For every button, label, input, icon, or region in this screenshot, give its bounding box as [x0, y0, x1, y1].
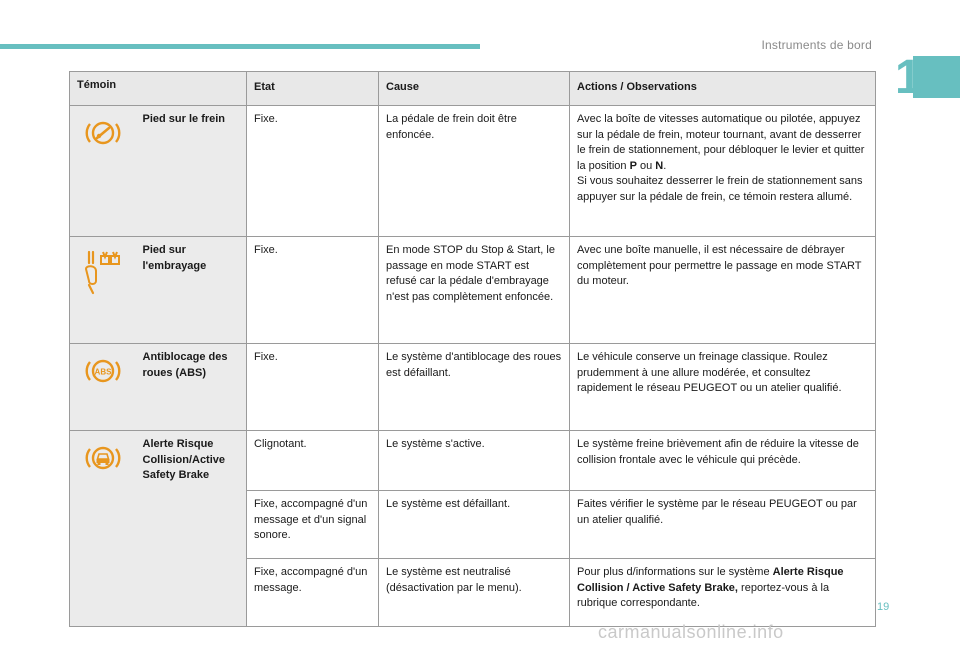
cause-cell: Le système d'antiblocage des roues est défaillant.: [379, 344, 570, 431]
cause-cell: Le système est neutralisé (désactivation par le menu).: [379, 559, 570, 627]
position-p: P: [629, 159, 637, 172]
actions-period: .: [663, 159, 667, 172]
table-row: [70, 431, 876, 491]
etat-cell: Fixe, accompagné d'un message.: [247, 559, 379, 627]
etat-cell: Fixe.: [247, 237, 379, 344]
column-header-temoin: Témoin: [70, 72, 247, 106]
actions-ou: ou: [636, 159, 656, 172]
position-n: N: [655, 159, 664, 172]
collision-alert-icon: [85, 464, 121, 476]
cause-cell: Le système est défaillant.: [379, 491, 570, 559]
warning-name: Alerte Risque Collision/Active Safety Brake: [136, 431, 247, 627]
page-number: 19: [877, 601, 890, 613]
actions-cell: Le système freine brièvement afin de réduire la vitesse de collision frontale avec le véhicule qui précède.: [570, 431, 876, 491]
actions-cell: [570, 106, 876, 237]
column-header-etat: Etat: [247, 72, 379, 106]
table-row: [70, 106, 876, 237]
watermark: carmanualsonline.info: [598, 622, 784, 642]
system-name: Alerte Risque Collision / Active Safety Brake,: [577, 566, 844, 594]
cause-cell: Le système s'active.: [379, 431, 570, 491]
icon-cell: [70, 431, 136, 627]
cause-cell: La pédale de frein doit être enfoncée.: [379, 106, 570, 237]
accent-bar: [0, 44, 480, 49]
warning-name: Pied sur l'embrayage: [136, 237, 247, 344]
warning-lights-table: [69, 71, 876, 627]
column-header-actions: Actions / Observations: [570, 72, 876, 106]
column-header-cause: Cause: [379, 72, 570, 106]
etat-cell: Fixe.: [247, 106, 379, 237]
icon-cell: [70, 237, 136, 344]
clutch-pedal-icon: [83, 286, 123, 298]
etat-cell: Fixe.: [247, 344, 379, 431]
warning-name: Antiblocage des roues (ABS): [136, 344, 247, 431]
actions-cell: [570, 559, 876, 627]
actions-cell: Avec une boîte manuelle, il est nécessaire de débrayer complètement pour permettre le passage en mode START du moteur.: [570, 237, 876, 344]
svg-text:ABS: ABS: [94, 367, 112, 377]
actions-text-2: Si vous souhaitez desserrer le frein de stationnement sans appuyer sur la pédale de frein, ce témoin restera allumé.: [577, 175, 863, 203]
actions-cell: Le véhicule conserve un freinage classique. Roulez prudemment à une allure modérée, et consultez rapidement le réseau PEUGEOT ou un atelier qualifié.: [570, 344, 876, 431]
icon-cell: [70, 106, 136, 237]
section-title: Instruments de bord: [761, 38, 872, 52]
actions-text: Avec la boîte de vitesses automatique ou pilotée, appuyez sur la pédale de frein, moteur tournant, avant de desserrer le frein de stationnement, pour débloquer le levier et quitter la position: [577, 113, 865, 172]
etat-cell: Fixe, accompagné d'un message et d'un signal sonore.: [247, 491, 379, 559]
actions-cell: Faites vérifier le système par le réseau PEUGEOT ou par un atelier qualifié.: [570, 491, 876, 559]
actions-text-end: reportez-vous à la rubrique correspondante.: [577, 581, 830, 609]
chapter-number: 1: [895, 51, 922, 104]
brake-pedal-warning-icon: [85, 139, 121, 151]
abs-warning-icon: [85, 367, 121, 389]
actions-text: Pour plus d/informations sur le système: [577, 566, 773, 578]
icon-cell: [70, 344, 136, 431]
warning-name: Pied sur le frein: [136, 106, 247, 237]
table-header-row: [70, 72, 876, 106]
chapter-number-box: [895, 51, 922, 104]
table-row: [70, 344, 876, 431]
etat-cell: Clignotant.: [247, 431, 379, 491]
table-row: [70, 237, 876, 344]
cause-cell: En mode STOP du Stop & Start, le passage en mode START est refusé car la pédale d'embrayage n'est pas complètement enfoncée.: [379, 237, 570, 344]
